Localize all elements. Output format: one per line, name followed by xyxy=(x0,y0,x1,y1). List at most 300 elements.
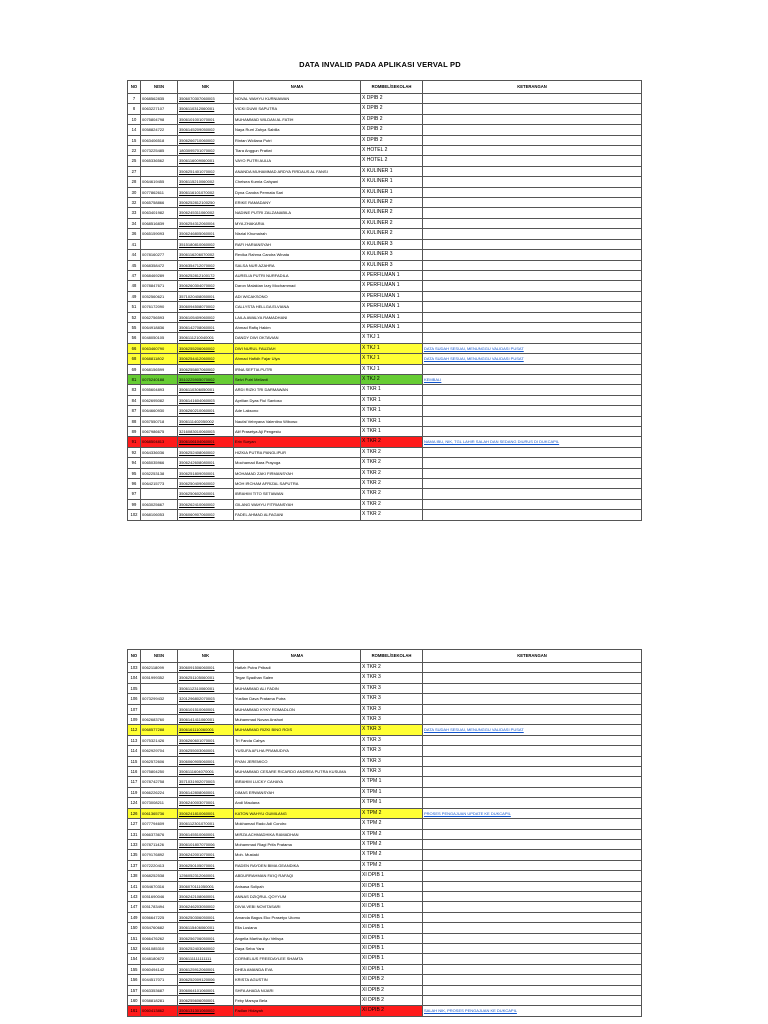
cell-nisn: 0068252538 xyxy=(141,871,178,881)
cell-keterangan xyxy=(423,333,642,343)
cell-keterangan xyxy=(423,860,642,870)
cell-nik: 3506242001070001 xyxy=(178,850,234,860)
cell-no: 103 xyxy=(128,663,141,673)
table-row xyxy=(128,839,642,849)
table-row xyxy=(128,725,642,735)
cell-nisn: 0062929704 xyxy=(141,746,178,756)
cell-no: 8 xyxy=(128,104,141,114)
cell-nik: 3506242608080001 xyxy=(178,458,234,468)
table-row xyxy=(128,829,642,839)
cell-nama: Erix Suryan xyxy=(234,437,361,447)
cell-no: 113 xyxy=(128,735,141,745)
cell-nik: 3506116009060001 xyxy=(178,156,234,166)
table-row xyxy=(128,187,642,197)
cell-nisn: 0067986675 xyxy=(141,427,178,437)
invalid-data-table-1 xyxy=(127,80,642,521)
cell-nik: 3506131301060002 xyxy=(178,1006,234,1016)
cell-nisn: 0078160277 xyxy=(141,250,178,260)
cell-no: 137 xyxy=(128,860,141,870)
cell-nik: 3506101510060001 xyxy=(178,704,234,714)
table-row xyxy=(128,427,642,437)
table-row xyxy=(128,756,642,766)
cell-rombel: X TPM 1 xyxy=(361,798,423,808)
cell-rombel: X TPM 2 xyxy=(361,829,423,839)
cell-keterangan xyxy=(423,985,642,995)
cell-nisn: 0060494142 xyxy=(141,964,178,974)
cell-nik: 3506250602060001 xyxy=(178,489,234,499)
cell-nik: 3506101001070001 xyxy=(178,114,234,124)
cell-keterangan xyxy=(423,364,642,374)
cell-nama: Anisasa Solipah xyxy=(234,881,361,891)
cell-nisn: 0066373676 xyxy=(141,829,178,839)
cell-no: 141 xyxy=(128,881,141,891)
cell-nik: 3506101807070006 xyxy=(178,839,234,849)
cell-nik: 3506260304070002 xyxy=(178,281,234,291)
table-row xyxy=(128,683,642,693)
table-header-row xyxy=(128,81,642,94)
cell-nama: Revika Rahma Candra Winata xyxy=(234,250,361,260)
cell-nik: 3506252812100250 xyxy=(178,198,234,208)
cell-rombel: XI DPIB 1 xyxy=(361,881,423,891)
cell-keterangan xyxy=(423,104,642,114)
table-row xyxy=(128,499,642,509)
cell-nik: 3506241810060001 xyxy=(178,808,234,818)
cell-keterangan xyxy=(423,704,642,714)
cell-no: 95 xyxy=(128,468,141,478)
cell-nisn: 0078742758 xyxy=(141,777,178,787)
cell-keterangan xyxy=(423,135,642,145)
cell-nama: Ella Lusiana xyxy=(234,923,361,933)
table-row xyxy=(128,364,642,374)
cell-nik: 3506112301070001 xyxy=(178,819,234,829)
cell-keterangan xyxy=(423,975,642,985)
header-no: NO xyxy=(128,81,141,94)
cell-nik: 3506255606050001 xyxy=(178,996,234,1006)
cell-rombel: X TKR 2 xyxy=(361,489,423,499)
cell-rombel: X TKR 2 xyxy=(361,468,423,478)
cell-no: 15 xyxy=(128,135,141,145)
cell-no: 119 xyxy=(128,787,141,797)
cell-nisn: 0068469289 xyxy=(141,270,178,280)
cell-nisn xyxy=(141,489,178,499)
cell-nama: ARDI RIZKI TRI DARMAWAN xyxy=(234,385,361,395)
cell-nama: Mokhamad Rado Adi Condro xyxy=(234,819,361,829)
cell-no: 69 xyxy=(128,364,141,374)
cell-nama: SALSA NUR AZAHRA xyxy=(234,260,361,270)
cell-nisn: 0077862611 xyxy=(141,187,178,197)
cell-keterangan xyxy=(423,996,642,1006)
cell-rombel: XI DPIB 1 xyxy=(361,912,423,922)
table-row xyxy=(128,479,642,489)
cell-keterangan xyxy=(423,270,642,280)
cell-nik: 3506142808060001 xyxy=(178,787,234,797)
cell-nik: 3506116206070002 xyxy=(178,250,234,260)
cell-nama: CORNELIUS FREEDAYLEE SHAMTA xyxy=(234,954,361,964)
cell-no: 14 xyxy=(128,125,141,135)
cell-rombel: X KULINER 1 xyxy=(361,166,423,176)
cell-nisn: 0068562835 xyxy=(141,94,178,104)
cell-nik: 3506111402050002 xyxy=(178,416,234,426)
cell-nik: 3506255003060001 xyxy=(178,746,234,756)
cell-nama: Tiara Anggun Pratiwi xyxy=(234,146,361,156)
cell-no: 160 xyxy=(128,996,141,1006)
cell-nama: FADEL AHMAD ALFAGANI xyxy=(234,510,361,520)
cell-rombel: XI DPIB 2 xyxy=(361,1006,423,1016)
header-keterangan: KETERANGAN xyxy=(423,81,642,94)
cell-nik: 3506252408060002 xyxy=(178,447,234,457)
cell-no: 48 xyxy=(128,281,141,291)
cell-nisn: 0072220413 xyxy=(141,860,178,870)
cell-nisn: 0058818281 xyxy=(141,996,178,1006)
cell-keterangan xyxy=(423,166,642,176)
cell-nama: DIVIA VEBI NOVITASARI xyxy=(234,902,361,912)
cell-keterangan xyxy=(423,395,642,405)
cell-no: 45 xyxy=(128,260,141,270)
cell-keterangan xyxy=(423,964,642,974)
cell-no: 10 xyxy=(128,114,141,124)
cell-nama: Tri Fanda Cahya xyxy=(234,735,361,745)
cell-nama: ANANDA MUHAMMAD ARDYA FIRDAUS AL FANSI xyxy=(234,166,361,176)
cell-rombel: X PERFILMAN 1 xyxy=(361,281,423,291)
table-row xyxy=(128,850,642,860)
table-row xyxy=(128,198,642,208)
table-row xyxy=(128,860,642,870)
cell-nisn: 0052560621 xyxy=(141,291,178,301)
cell-keterangan xyxy=(423,756,642,766)
header-nik: NIK xyxy=(178,650,234,663)
cell-keterangan xyxy=(423,281,642,291)
cell-keterangan xyxy=(423,735,642,745)
cell-keterangan xyxy=(423,871,642,881)
cell-keterangan xyxy=(423,468,642,478)
cell-nisn: 0065159093 xyxy=(141,229,178,239)
table-row xyxy=(128,218,642,228)
cell-rombel: X TPM 2 xyxy=(361,860,423,870)
cell-keterangan[interactable]: DATA SUDAH SESUAI, MENUNGGU VALIDASI PUSAT xyxy=(423,343,642,353)
cell-nik: 3506252009120006 xyxy=(178,975,234,985)
table-row xyxy=(128,933,642,943)
cell-nik: 3506141604060003 xyxy=(178,395,234,405)
table-row xyxy=(128,819,642,829)
cell-keterangan xyxy=(423,715,642,725)
cell-rombel: X TKR 2 xyxy=(361,663,423,673)
cell-nik: 3506251809050001 xyxy=(178,468,234,478)
cell-no: 88 xyxy=(128,416,141,426)
cell-rombel: X HOTEL 2 xyxy=(361,146,423,156)
cell-keterangan[interactable]: DATA SUDAH SESUAI, MENUNGGU VALIDASI PUSAT xyxy=(423,354,642,364)
cell-rombel: X TKJ 1 xyxy=(361,333,423,343)
cell-rombel: X TKR 1 xyxy=(361,395,423,405)
header-nisn: NISN xyxy=(141,81,178,94)
cell-nama: NADINE PUTRI ZALZANABILA xyxy=(234,208,361,218)
cell-keterangan xyxy=(423,923,642,933)
cell-nama: MUHAMMAD ALI FADIN xyxy=(234,683,361,693)
cell-nisn: 0057550718 xyxy=(141,416,178,426)
cell-rombel: X TPM 2 xyxy=(361,819,423,829)
cell-keterangan xyxy=(423,427,642,437)
cell-nik: 3571031902070003 xyxy=(178,777,234,787)
cell-no: 66 xyxy=(128,343,141,353)
cell-keterangan[interactable]: SALAH NIK, PROSES PENGAJUAN KE DUKCAPIL xyxy=(423,1006,642,1016)
cell-keterangan xyxy=(423,208,642,218)
cell-rombel: X KULINER 3 xyxy=(361,260,423,270)
table-row xyxy=(128,250,642,260)
cell-nik: 3506091506060001 xyxy=(178,663,234,673)
cell-keterangan xyxy=(423,447,642,457)
cell-no: 47 xyxy=(128,270,141,280)
table-row xyxy=(128,354,642,364)
cell-no: 68 xyxy=(128,354,141,364)
table-row xyxy=(128,302,642,312)
cell-nama: Mochamad Bara Prayoga xyxy=(234,458,361,468)
table-row xyxy=(128,312,642,322)
table-row xyxy=(128,458,642,468)
cell-nisn: 0075804798 xyxy=(141,114,178,124)
cell-nisn: 0078847671 xyxy=(141,281,178,291)
cell-nama: Angelia Martha Ayu Velisya xyxy=(234,933,361,943)
cell-keterangan xyxy=(423,239,642,249)
cell-nik: 3506111604070001 xyxy=(178,767,234,777)
cell-no: 83 xyxy=(128,385,141,395)
table-row xyxy=(128,673,642,683)
cell-keterangan xyxy=(423,229,642,239)
cell-no: 147 xyxy=(128,902,141,912)
cell-nama: MUHAMMAD WILDAN AL FATIH xyxy=(234,114,361,124)
header-nik: NIK xyxy=(178,81,234,94)
cell-nama: MUHAMMAD CESARE RICARDO ANDREA PUTRA KUSUMA xyxy=(234,767,361,777)
cell-nisn: 0048050105 xyxy=(141,333,178,343)
cell-nama: VAYO PUTRI AULIA xyxy=(234,156,361,166)
cell-nisn xyxy=(141,166,178,176)
cell-rombel: XI DPIB 1 xyxy=(361,933,423,943)
cell-keterangan xyxy=(423,187,642,197)
table-row xyxy=(128,975,642,985)
cell-nik: 3506354712070002 xyxy=(178,260,234,270)
cell-keterangan xyxy=(423,125,642,135)
table-row xyxy=(128,146,642,156)
cell-no: 41 xyxy=(128,239,141,249)
cell-rombel: XI DPIB 1 xyxy=(361,871,423,881)
table-row xyxy=(128,715,642,725)
cell-nik: 3506064101060001 xyxy=(178,985,234,995)
cell-nik: 3506060905060001 xyxy=(178,756,234,766)
cell-nama: RYAN JEREMICO xyxy=(234,756,361,766)
table-row xyxy=(128,322,642,332)
table-row xyxy=(128,374,642,384)
cell-nik: 3510225905070002 xyxy=(178,374,234,384)
cell-nisn: 0073225485 xyxy=(141,146,178,156)
cell-rombel: X TKR 3 xyxy=(361,767,423,777)
cell-nama: Tegar Syadhan Salen xyxy=(234,673,361,683)
cell-no: 7 xyxy=(128,94,141,104)
cell-rombel: X DPIB 2 xyxy=(361,125,423,135)
cell-nik: 3506115210060002 xyxy=(178,177,234,187)
cell-rombel: XI DPIB 1 xyxy=(361,923,423,933)
cell-rombel: X DPIB 2 xyxy=(361,94,423,104)
cell-rombel: X TKR 3 xyxy=(361,694,423,704)
cell-nisn: 0063406518 xyxy=(141,135,178,145)
cell-nisn: 0064918836 xyxy=(141,322,178,332)
cell-rombel: X TKR 3 xyxy=(361,704,423,714)
table-row xyxy=(128,746,642,756)
cell-rombel: XI DPIB 1 xyxy=(361,943,423,953)
cell-nisn: 0062683760 xyxy=(141,715,178,725)
cell-nama: Yusfian Dava Pratama Putra xyxy=(234,694,361,704)
cell-nisn: 0075804250 xyxy=(141,767,178,777)
cell-nisn: 0073008211 xyxy=(141,798,178,808)
cell-nisn: 0078711426 xyxy=(141,839,178,849)
cell-keterangan xyxy=(423,322,642,332)
cell-no: 89 xyxy=(128,427,141,437)
cell-keterangan xyxy=(423,114,642,124)
cell-nama: Amanda Bagus Eko Prasetyo Utomo xyxy=(234,912,361,922)
cell-no: 106 xyxy=(128,694,141,704)
cell-rombel: X PERFILMAN 1 xyxy=(361,322,423,332)
cell-nama: MOHAMAD ZAKI FIRMANSYAH xyxy=(234,468,361,478)
cell-nama: IRNA SEFTIA PUTRI xyxy=(234,364,361,374)
cell-nik: 3506266710060002 xyxy=(178,135,234,145)
cell-rombel: X TKR 2 xyxy=(361,447,423,457)
cell-nisn: 0062756593 xyxy=(141,312,178,322)
cell-nik: 3506252812100172 xyxy=(178,270,234,280)
cell-nama: RAFI HARIANSYAH xyxy=(234,239,361,249)
cell-rombel: X KULINER 2 xyxy=(361,218,423,228)
cell-keterangan[interactable]: NAMA IBU, NIK, TGL LAHIR SALAH DAN SEDANG DIURUS DI DUKCAPIL xyxy=(423,437,642,447)
cell-nama: Ade Laksono xyxy=(234,406,361,416)
cell-nik: 3506245311060002 xyxy=(178,208,234,218)
cell-no: 22 xyxy=(128,146,141,156)
table-row xyxy=(128,395,642,405)
table-row xyxy=(128,996,642,1006)
cell-nama: Ahmad Hafidh Fajar Ulya xyxy=(234,354,361,364)
cell-no: 138 xyxy=(128,871,141,881)
cell-rombel: X PERFILMAN 1 xyxy=(361,291,423,301)
cell-nama: Naya Rurri Zahya Sabilla xyxy=(234,125,361,135)
cell-rombel: X TKR 3 xyxy=(361,673,423,683)
cell-keterangan xyxy=(423,499,642,509)
table-row xyxy=(128,1006,642,1016)
table-row xyxy=(128,943,642,953)
cell-nama: Selvi Putri Melianti xyxy=(234,374,361,384)
cell-keterangan xyxy=(423,250,642,260)
cell-rombel: X TPM 2 xyxy=(361,808,423,818)
cell-no: 55 xyxy=(128,322,141,332)
cell-nisn: 0068358472 xyxy=(141,260,178,270)
cell-rombel: X TKR 1 xyxy=(361,427,423,437)
cell-nik: 3506251401070002 xyxy=(178,166,234,176)
table-row xyxy=(128,777,642,787)
cell-nisn xyxy=(141,704,178,714)
cell-rombel: X TKJ 1 xyxy=(361,343,423,353)
table-row xyxy=(128,229,642,239)
cell-nama: MUHAMMAD KYKY ROMADLON xyxy=(234,704,361,714)
cell-keterangan[interactable]: DATA SUDAH SESUAI, MENUNGGU VALIDASI PUSAT xyxy=(423,725,642,735)
cell-rombel: X TPM 1 xyxy=(361,787,423,797)
cell-nama: Aprilian Dyas Fiul Santoso xyxy=(234,395,361,405)
cell-rombel: X TKR 2 xyxy=(361,437,423,447)
cell-no: 150 xyxy=(128,923,141,933)
cell-nik: 3506105409060002 xyxy=(178,312,234,322)
cell-nik: 3506110312060001 xyxy=(178,104,234,114)
cell-nisn: 0063401982 xyxy=(141,208,178,218)
cell-rombel: X PERFILMAN 1 xyxy=(361,302,423,312)
cell-nik: 3506250105070001 xyxy=(178,860,234,870)
cell-keterangan[interactable]: KEMBALI xyxy=(423,374,642,384)
cell-no: 154 xyxy=(128,954,141,964)
header-no: NO xyxy=(128,650,141,663)
cell-rombel: X TKR 1 xyxy=(361,385,423,395)
cell-nisn: 0076172090 xyxy=(141,302,178,312)
cell-keterangan xyxy=(423,94,642,104)
cell-nisn: 0064215773 xyxy=(141,479,178,489)
cell-keterangan xyxy=(423,458,642,468)
cell-rombel: X TKR 3 xyxy=(361,715,423,725)
cell-nama: NOVAL WAHYU KURNIAWAN xyxy=(234,94,361,104)
cell-no: 131 xyxy=(128,829,141,839)
cell-nisn: 0066226224 xyxy=(141,787,178,797)
cell-keterangan xyxy=(423,312,642,322)
cell-nik: 3506110306050001 xyxy=(178,385,234,395)
cell-rombel: X KULINER 2 xyxy=(361,229,423,239)
cell-rombel: XI DPIB 1 xyxy=(361,964,423,974)
table-row xyxy=(128,333,642,343)
table-row xyxy=(128,787,642,797)
cell-nisn: 0065336562 xyxy=(141,156,178,166)
cell-nik: 3506250306050001 xyxy=(178,912,234,922)
cell-rombel: X TPM 2 xyxy=(361,839,423,849)
table-row xyxy=(128,437,642,447)
cell-keterangan[interactable]: PROSES PENGAJUAN UPDATE KE DUKCAPIL xyxy=(423,808,642,818)
table-row xyxy=(128,416,642,426)
table-header-row xyxy=(128,650,642,663)
cell-no: 28 xyxy=(128,177,141,187)
table-row xyxy=(128,260,642,270)
cell-no: 155 xyxy=(128,964,141,974)
cell-nik: 3506255807060002 xyxy=(178,364,234,374)
cell-nama: Andi Maulana xyxy=(234,798,361,808)
cell-nisn: 0068577288 xyxy=(141,725,178,735)
invalid-data-table-2 xyxy=(127,649,642,1017)
cell-rombel: X TKR 2 xyxy=(361,499,423,509)
cell-nisn: 0065035966 xyxy=(141,458,178,468)
table-row xyxy=(128,447,642,457)
cell-nisn: 0065758866 xyxy=(141,198,178,208)
cell-no: 157 xyxy=(128,985,141,995)
cell-nisn: 0055604893 xyxy=(141,385,178,395)
cell-nik: 3506070307060003 xyxy=(178,94,234,104)
cell-nisn: 0066476262 xyxy=(141,933,178,943)
cell-nisn: 0075240188 xyxy=(141,374,178,384)
cell-no: 94 xyxy=(128,458,141,468)
cell-rombel: X KULINER 1 xyxy=(361,177,423,187)
cell-no: 25 xyxy=(128,156,141,166)
cell-nama: CALLYSTA HELLGA ELVIANA xyxy=(234,302,361,312)
cell-rombel: X KULINER 3 xyxy=(361,250,423,260)
cell-nisn: 0068156599 xyxy=(141,364,178,374)
cell-nama: Daron Malakian Izzy Mochammad xyxy=(234,281,361,291)
cell-rombel: X DPIB 2 xyxy=(361,114,423,124)
cell-no: 52 xyxy=(128,312,141,322)
header-nisn: NISN xyxy=(141,650,178,663)
table-row xyxy=(128,385,642,395)
cell-keterangan xyxy=(423,746,642,756)
cell-keterangan xyxy=(423,177,642,187)
table-row xyxy=(128,166,642,176)
cell-nisn: 0064619455 xyxy=(141,177,178,187)
cell-rombel: X TKR 3 xyxy=(361,735,423,745)
cell-nisn: 0060413862 xyxy=(141,1006,178,1016)
cell-nama: Mohammad Riagi Prifa Pratama xyxy=(234,839,361,849)
